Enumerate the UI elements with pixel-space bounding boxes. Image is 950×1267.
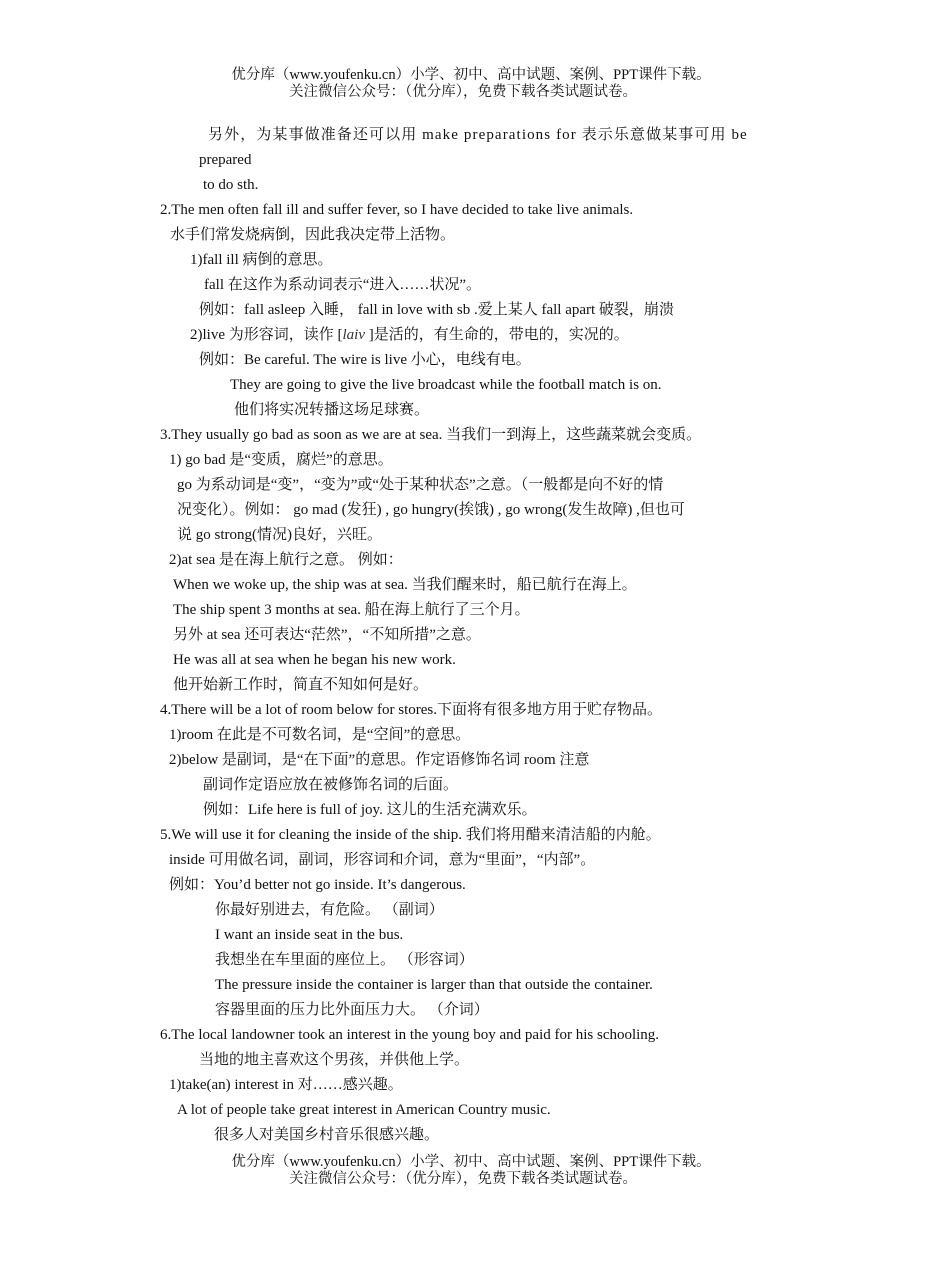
footer-line-2: 关注微信公众号：（优分库），免费下载各类试题试卷。	[289, 1171, 637, 1187]
section-heading: 2.The men often fall ill and suffer fever, so I have decided to take live animals.	[160, 202, 634, 218]
phonetic-line	[190, 325, 629, 345]
text-line: 1) go bad 是“变质，腐烂”的意思。	[169, 452, 393, 468]
text-line: They are going to give the live broadcast while the football match is on.	[230, 377, 662, 393]
header-line-1: 优分库（www.youfenku.cn）小学、初中、高中试题、案例、PPT课件下载。	[231, 67, 711, 83]
page-footer	[0, 1154, 950, 1188]
text-line: I want an inside seat in the bus.	[215, 927, 404, 943]
text-line: 例如：You’d better not go inside. It’s dangerous.	[169, 877, 466, 893]
text-line: 水手们常发烧病倒，因此我决定带上活物。	[170, 227, 456, 243]
text-line: fall 在这作为系动词表示“进入……状况”。	[204, 277, 482, 293]
text-line: 你最好别进去，有危险。 （副词）	[215, 902, 444, 918]
text-line: to do sth.	[203, 177, 259, 193]
text-line: 1)room 在此是不可数名词，是“空间”的意思。	[169, 727, 471, 743]
text-line: 另外，为某事做准备还可以用 make preparations for 表示乐意做某事可用 be	[208, 127, 748, 143]
text-line: 说 go strong(情况)良好，兴旺。	[177, 527, 382, 543]
text-line: When we woke up, the ship was at sea. 当我们醒来时，船已航行在海上。	[173, 577, 637, 593]
text-line: 当地的地主喜欢这个男孩，并供他上学。	[199, 1052, 470, 1068]
text-line: A lot of people take great interest in American Country music.	[177, 1102, 551, 1118]
text-line: 容器里面的压力比外面压力大。 （介词）	[215, 1002, 489, 1018]
text-line: 例如：fall asleep 入睡， fall in love with sb .爱上某人 fall apart 破裂，崩溃	[199, 302, 674, 318]
text-line: go 为系动词是“变”，“变为”或“处于某种状态”之意。（一般都是向不好的情	[177, 477, 664, 493]
text-line: 例如：Life here is full of joy. 这儿的生活充满欢乐。	[203, 802, 537, 818]
text-line: 况变化）。例如： go mad (发狂) , go hungry(挨饿) , go wrong(发生故障) ,但也可	[177, 502, 685, 518]
text-line: 2)at sea 是在海上航行之意。 例如：	[169, 552, 403, 568]
text-line: He was all at sea when he began his new work.	[173, 652, 456, 668]
text-line: 副词作定语应放在被修饰名词的后面。	[203, 777, 459, 793]
header-line-2: 关注微信公众号：（优分库），免费下载各类试题试卷。	[289, 84, 637, 100]
text-line: 很多人对美国乡村音乐很感兴趣。	[214, 1127, 440, 1143]
text-line: 另外 at sea 还可表达“茫然”，“不知所措”之意。	[173, 627, 481, 643]
footer-line-1: 优分库（www.youfenku.cn）小学、初中、高中试题、案例、PPT课件下载。	[231, 1154, 711, 1170]
text-line: 1)take(an) interest in 对……感兴趣。	[169, 1077, 403, 1093]
text-line: 他开始新工作时，简直不知如何是好。	[173, 677, 429, 693]
section-heading: 6.The local landowner took an interest in the young boy and paid for his schooling.	[160, 1027, 660, 1043]
text-line: inside 可用做名词，副词，形容词和介词，意为“里面”，“内部”。	[169, 852, 596, 868]
section-heading: 4.There will be a lot of room below for stores.下面将有很多地方用于贮存物品。	[160, 702, 663, 718]
phonetic-symbol: laiv	[342, 327, 365, 343]
text-line: 例如：Be careful. The wire is live 小心，电线有电。	[199, 352, 531, 368]
text-line: 2)below 是副词，是“在下面”的意思。作定语修饰名词 room 注意	[169, 752, 590, 768]
text-line: 1)fall ill 病倒的意思。	[190, 252, 333, 268]
text-line: The pressure inside the container is larger than that outside the container.	[215, 977, 653, 993]
text-line: 我想坐在车里面的座位上。 （形容词）	[215, 952, 474, 968]
text-segment: ]是活的，有生命的，带电的，实况的。	[364, 327, 629, 343]
text-segment: 2)live 为形容词，读作 [	[190, 327, 343, 343]
section-heading: 3.They usually go bad as soon as we are at sea. 当我们一到海上，这些蔬菜就会变质。	[160, 427, 702, 443]
section-heading: 5.We will use it for cleaning the inside of the ship. 我们将用醋来清洁船的内舱。	[160, 827, 661, 843]
text-line: 他们将实况转播这场足球赛。	[234, 402, 430, 418]
text-line: The ship spent 3 months at sea. 船在海上航行了三个月。	[173, 602, 530, 618]
text-line: prepared	[199, 152, 252, 168]
